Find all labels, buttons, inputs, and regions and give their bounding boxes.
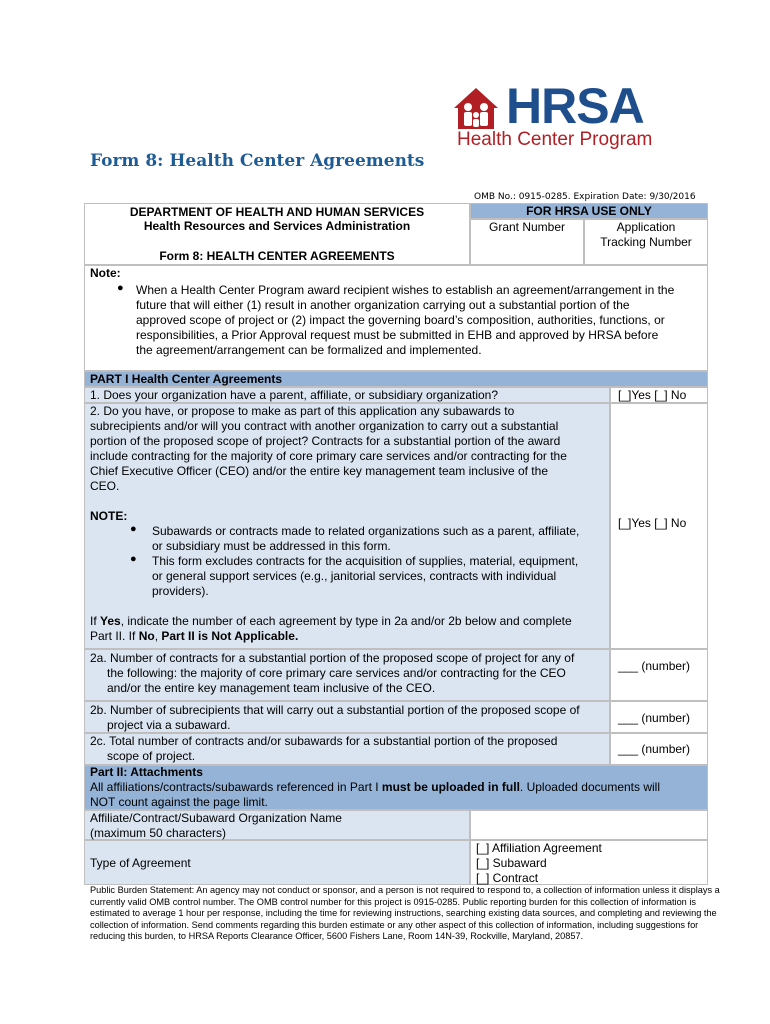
part1-heading: PART I Health Center Agreements [90,372,283,386]
grant-number-label: Grant Number [488,220,566,234]
q2-line: subrecipients and/or will you contract with another organization to carry out a substantial [90,419,559,433]
type-option-subaward[interactable]: [_] Subaward [476,856,547,870]
omb-number: OMB No.: 0915-0285. Expiration Date: 9/30/2016 [474,192,696,202]
q2-note-line: Subawards or contracts made to related organizations such as a parent, affiliate, [152,524,580,538]
part2-line1: All affiliations/contracts/subawards referenced in Part I must be uploaded in full. Uploaded documents will [90,780,660,794]
q2-line: 2. Do you have, or propose to make as part of this application any subawards to [90,404,515,418]
q2c-line: 2c. Total number of contracts and/or subawards for a substantial portion of the proposed [90,734,558,748]
if-yes-line: If Yes, indicate the number of each agreement by type in 2a and/or 2b below and complete [90,614,572,628]
part2-heading: Part II: Attachments [90,765,203,779]
q2-note-line: This form excludes contracts for the acquisition of supplies, material, equipment, [152,554,579,568]
q1-answer[interactable]: [_]Yes [_] No [618,388,687,402]
note-line: future that will either (1) result in another organization carrying out a substantial portion of the [136,298,630,312]
q2a-answer-cell [610,649,708,701]
type-of-agreement-label: Type of Agreement [90,856,191,870]
q2-note-line: or general support services (e.g., janitorial services, contracts with individual [152,569,557,583]
hrsa-use-only-label: FOR HRSA USE ONLY [526,204,652,218]
q2-line: Chief Executive Officer (CEO) and/or the entire key management team inclusive of the [90,464,548,478]
note-line: the agreement/arrangement can be formalized and implemented. [136,343,482,357]
note-label: Note: [90,266,121,280]
q2b-line: project via a subaward. [107,718,231,732]
bullet-icon: ● [117,282,124,294]
if-no-line: Part II. If No, Part II is Not Applicable. [90,629,299,643]
q2-note-label: NOTE: [90,509,128,523]
form-name: Form 8: HEALTH CENTER AGREEMENTS [159,249,395,263]
q1-text: 1. Does your organization have a parent, affiliate, or subsidiary organization? [90,388,499,402]
q2a-line: the following: the majority of core primary care services and/or contracting for the CEO [107,666,566,680]
bullet-icon: ● [130,523,137,535]
q2b-line: 2b. Number of subrecipients that will carry out a substantial portion of the proposed scope of [90,703,580,717]
q2-answer[interactable]: [_]Yes [_] No [618,516,687,530]
agency-name: Health Resources and Services Administration [143,219,411,233]
hrsa-wordmark: HRSA [506,78,644,134]
tracking-label-line2: Tracking Number [600,235,692,249]
hrsa-logo [452,78,684,154]
tracking-label-line1: Application [616,220,676,234]
q2a-line: and/or the entire key management team inclusive of the CEO. [107,681,436,695]
q2-note-line: providers). [152,584,209,598]
q2-line: CEO. [90,479,120,493]
q2-line: portion of the proposed scope of project? Contracts for a substantial portion of the award [90,434,561,448]
org-name-label: Affiliate/Contract/Subaward Organization Name [90,811,342,825]
dept-name: DEPARTMENT OF HEALTH AND HUMAN SERVICES [129,205,425,219]
note-line: responsibilities, a Prior Approval request must be submitted in EHB and approved by HRSA before [136,328,659,342]
q2c-answer[interactable]: ___ (number) [618,742,691,756]
type-option-contract[interactable]: [_] Contract [476,871,539,885]
note-line: approved scope of project or (2) impact the governing board’s composition, authorities, functions, or [136,313,665,327]
note-line: When a Health Center Program award recipient wishes to establish an agreement/arrangement in the [136,283,675,297]
bullet-icon: ● [130,553,137,565]
org-name-input-cell[interactable] [470,810,708,840]
family-house-icon [452,86,500,130]
part2-line2: NOT count against the page limit. [90,795,268,809]
q2c-line: scope of project. [107,749,196,763]
q2a-line: 2a. Number of contracts for a substantial portion of the proposed scope of project for any of [90,651,575,665]
org-name-label-sub: (maximum 50 characters) [90,826,227,840]
public-burden-statement: Public Burden Statement: An agency may not conduct or sponsor, and a person is not required to respond to, a collection of information unless it displays a currently valid OMB control number. The OMB control number for this project is 0915-0285. Public reporting burden for this collection of information is estimated to average 1 hour per response, including the time for reviewing instructions, searching existing data sources, and completing and reviewing the collection of information. Send comments regarding this burden estimate or any other aspect of this collection of information, including suggestions for reducing this burden, to HRSA Reports Clearance Officer, 5600 Fishers Lane, Room 14N-39, Rockville, Maryland, 20857. [90,885,720,942]
type-option-affiliation[interactable]: [_] Affiliation Agreement [476,841,602,855]
q2b-answer[interactable]: ___ (number) [618,711,691,725]
q2-note-line: or subsidiary must be addressed in this form. [152,539,391,553]
page-title: Form 8: Health Center Agreements [90,151,425,171]
q2a-answer[interactable]: ___ (number) [618,659,691,673]
q2-line: include contracting for the majority of core primary care services and/or contracting for the [90,449,567,463]
logo-subtitle: Health Center Program [457,129,653,150]
